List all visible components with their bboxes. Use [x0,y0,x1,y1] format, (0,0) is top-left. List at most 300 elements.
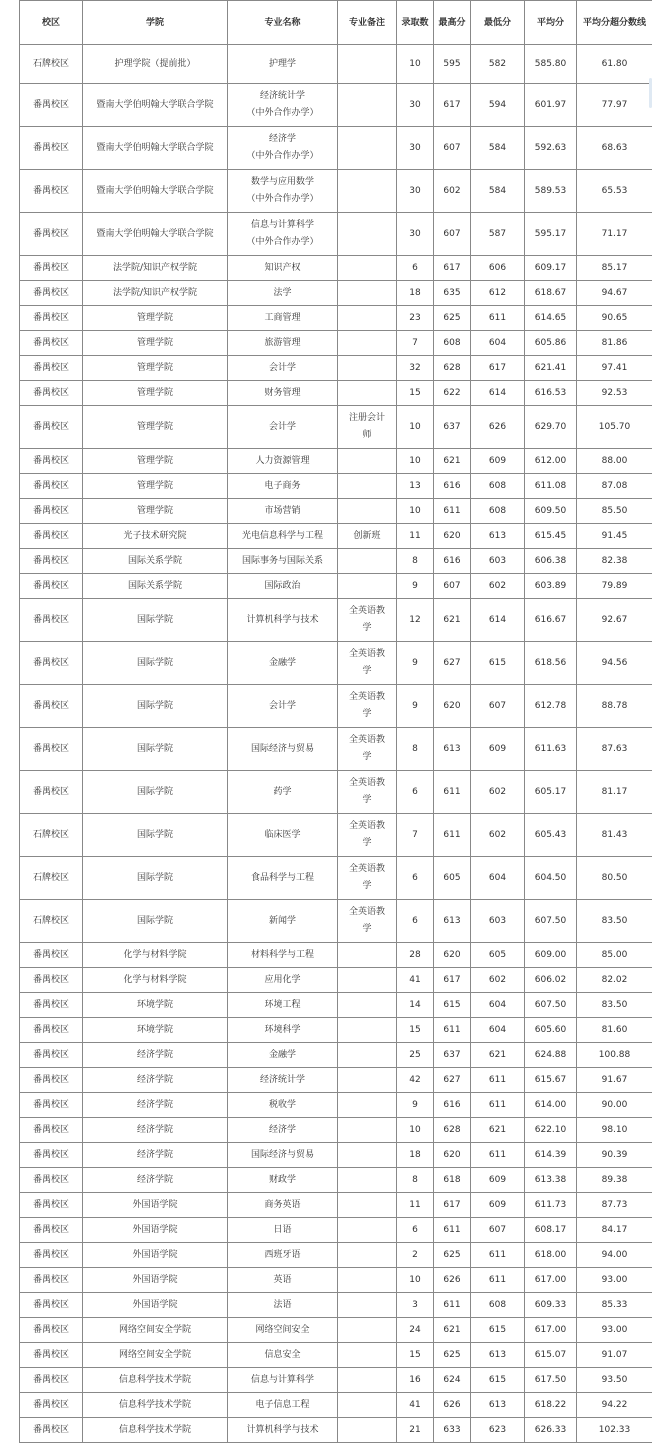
cell-note: 全英语教 学 [338,900,397,943]
cell-max: 611 [434,814,471,857]
cell-admitted: 11 [397,524,434,549]
cell-college: 国际学院 [83,857,228,900]
cell-over-line: 91.67 [577,1068,652,1093]
cell-min: 602 [471,968,525,993]
cell-max: 611 [434,1018,471,1043]
cell-max: 607 [434,213,471,256]
cell-note [338,1243,397,1268]
cell-max: 637 [434,406,471,449]
cell-over-line: 90.65 [577,306,652,331]
cell-avg: 613.38 [525,1168,577,1193]
cell-note [338,1068,397,1093]
table-row [20,685,652,728]
cell-note [338,1118,397,1143]
cell-max: 607 [434,127,471,170]
cell-campus: 石牌校区 [20,857,83,900]
cell-admitted: 18 [397,281,434,306]
cell-over-line: 87.63 [577,728,652,771]
cell-campus: 番禺校区 [20,281,83,306]
cell-campus: 番禺校区 [20,356,83,381]
cell-max: 624 [434,1368,471,1393]
cell-min: 613 [471,524,525,549]
cell-admitted: 11 [397,1193,434,1218]
cell-note [338,170,397,213]
cell-college: 经济学院 [83,1068,228,1093]
cell-admitted: 24 [397,1318,434,1343]
cell-admitted: 15 [397,1018,434,1043]
cell-campus: 石牌校区 [20,900,83,943]
header-max: 最高分 [434,1,471,45]
header-note: 专业备注 [338,1,397,45]
cell-over-line: 79.89 [577,574,652,599]
cell-over-line: 81.17 [577,771,652,814]
cell-note [338,45,397,84]
table-row [20,381,652,406]
cell-max: 617 [434,256,471,281]
cell-major: 商务英语 [228,1193,338,1218]
cell-college: 管理学院 [83,306,228,331]
table-row [20,306,652,331]
cell-max: 620 [434,685,471,728]
cell-max: 611 [434,499,471,524]
header-major: 专业名称 [228,1,338,45]
cell-over-line: 81.60 [577,1018,652,1043]
table-row [20,642,652,685]
cell-campus: 番禺校区 [20,968,83,993]
cell-min: 603 [471,549,525,574]
cell-major: 药学 [228,771,338,814]
table-row [20,406,652,449]
cell-min: 608 [471,1293,525,1318]
cell-campus: 番禺校区 [20,574,83,599]
cell-college: 经济学院 [83,1043,228,1068]
cell-note [338,1318,397,1343]
cell-campus: 番禺校区 [20,331,83,356]
cell-admitted: 13 [397,474,434,499]
cell-min: 608 [471,474,525,499]
cell-college: 国际学院 [83,900,228,943]
cell-note: 创新班 [338,524,397,549]
cell-min: 611 [471,1068,525,1093]
cell-max: 602 [434,170,471,213]
cell-major: 财务管理 [228,381,338,406]
cell-note: 注册会计 师 [338,406,397,449]
cell-campus: 番禺校区 [20,1218,83,1243]
cell-campus: 番禺校区 [20,1368,83,1393]
cell-min: 602 [471,771,525,814]
cell-note [338,574,397,599]
cell-admitted: 28 [397,943,434,968]
cell-over-line: 85.00 [577,943,652,968]
cell-max: 633 [434,1418,471,1443]
cell-admitted: 10 [397,1268,434,1293]
cell-max: 628 [434,1118,471,1143]
cell-avg: 615.67 [525,1068,577,1093]
cell-major: 电子信息工程 [228,1393,338,1418]
cell-college: 暨南大学伯明翰大学联合学院 [83,127,228,170]
cell-avg: 589.53 [525,170,577,213]
cell-major: 国际政治 [228,574,338,599]
cell-max: 626 [434,1393,471,1418]
cell-major: 经济统计学 [228,1068,338,1093]
cell-admitted: 6 [397,1218,434,1243]
cell-major: 国际经济与贸易 [228,728,338,771]
cell-admitted: 3 [397,1293,434,1318]
cell-admitted: 41 [397,1393,434,1418]
cell-campus: 番禺校区 [20,170,83,213]
cell-note [338,381,397,406]
cell-major: 国际经济与贸易 [228,1143,338,1168]
header-admitted: 录取数 [397,1,434,45]
table-row [20,943,652,968]
cell-college: 信息科学技术学院 [83,1393,228,1418]
cell-note [338,549,397,574]
cell-over-line: 90.39 [577,1143,652,1168]
cell-admitted: 30 [397,170,434,213]
cell-major: 会计学 [228,406,338,449]
cell-admitted: 6 [397,857,434,900]
cell-over-line: 81.86 [577,331,652,356]
cell-min: 621 [471,1118,525,1143]
cell-note: 全英语教 学 [338,642,397,685]
cell-min: 613 [471,1393,525,1418]
cell-campus: 番禺校区 [20,499,83,524]
cell-admitted: 10 [397,1118,434,1143]
table-row [20,1243,652,1268]
cell-over-line: 94.56 [577,642,652,685]
cell-note [338,1368,397,1393]
table-row [20,449,652,474]
cell-note [338,499,397,524]
cell-min: 604 [471,1018,525,1043]
cell-over-line: 102.33 [577,1418,652,1443]
cell-avg: 626.33 [525,1418,577,1443]
cell-campus: 番禺校区 [20,1168,83,1193]
cell-admitted: 8 [397,728,434,771]
cell-admitted: 30 [397,213,434,256]
cell-avg: 611.73 [525,1193,577,1218]
cell-max: 621 [434,449,471,474]
cell-over-line: 82.02 [577,968,652,993]
cell-campus: 番禺校区 [20,256,83,281]
cell-max: 621 [434,1318,471,1343]
cell-min: 615 [471,1318,525,1343]
cell-major: 应用化学 [228,968,338,993]
cell-over-line: 68.63 [577,127,652,170]
table-row [20,900,652,943]
cell-college: 国际学院 [83,685,228,728]
cell-avg: 615.07 [525,1343,577,1368]
cell-min: 604 [471,993,525,1018]
cell-avg: 605.60 [525,1018,577,1043]
cell-avg: 609.50 [525,499,577,524]
cell-major: 环境工程 [228,993,338,1018]
cell-max: 620 [434,524,471,549]
cell-college: 网络空间安全学院 [83,1343,228,1368]
cell-min: 611 [471,1143,525,1168]
cell-over-line: 94.00 [577,1243,652,1268]
cell-college: 外国语学院 [83,1268,228,1293]
cell-college: 环境学院 [83,1018,228,1043]
cell-major: 会计学 [228,685,338,728]
cell-admitted: 7 [397,814,434,857]
table-row [20,1168,652,1193]
cell-admitted: 15 [397,381,434,406]
cell-note [338,449,397,474]
cell-note [338,474,397,499]
table-row [20,1268,652,1293]
cell-admitted: 18 [397,1143,434,1168]
header-min: 最低分 [471,1,525,45]
table-row [20,1393,652,1418]
cell-major: 计算机科学与技术 [228,1418,338,1443]
cell-note [338,331,397,356]
cell-major: 信息与计算科学 （中外合作办学） [228,213,338,256]
cell-max: 616 [434,474,471,499]
cell-admitted: 15 [397,1343,434,1368]
cell-note [338,1218,397,1243]
cell-min: 605 [471,943,525,968]
cell-avg: 629.70 [525,406,577,449]
cell-college: 经济学院 [83,1118,228,1143]
cell-max: 617 [434,84,471,127]
cell-max: 607 [434,574,471,599]
cell-min: 603 [471,900,525,943]
cell-avg: 606.38 [525,549,577,574]
cell-college: 外国语学院 [83,1293,228,1318]
cell-avg: 621.41 [525,356,577,381]
cell-admitted: 16 [397,1368,434,1393]
table-row [20,127,652,170]
header-college: 学院 [83,1,228,45]
cell-avg: 612.78 [525,685,577,728]
cell-over-line: 61.80 [577,45,652,84]
table-row [20,1068,652,1093]
cell-over-line: 94.22 [577,1393,652,1418]
table-row [20,1293,652,1318]
cell-note: 全英语教 学 [338,814,397,857]
cell-avg: 604.50 [525,857,577,900]
cell-major: 西班牙语 [228,1243,338,1268]
cell-over-line: 100.88 [577,1043,652,1068]
cell-max: 626 [434,1268,471,1293]
table-row [20,1118,652,1143]
cell-college: 国际学院 [83,728,228,771]
cell-avg: 605.17 [525,771,577,814]
cell-note: 全英语教 学 [338,685,397,728]
cell-note [338,1343,397,1368]
cell-min: 615 [471,642,525,685]
cell-min: 602 [471,574,525,599]
cell-admitted: 9 [397,642,434,685]
cell-major: 数学与应用数学 （中外合作办学） [228,170,338,213]
cell-campus: 番禺校区 [20,1118,83,1143]
cell-min: 617 [471,356,525,381]
cell-min: 611 [471,1093,525,1118]
cell-min: 609 [471,728,525,771]
cell-avg: 614.39 [525,1143,577,1168]
cell-note [338,1193,397,1218]
cell-campus: 番禺校区 [20,1043,83,1068]
cell-avg: 609.33 [525,1293,577,1318]
table-row [20,599,652,642]
cell-college: 国际学院 [83,771,228,814]
cell-major: 材料科学与工程 [228,943,338,968]
cell-college: 环境学院 [83,993,228,1018]
cell-campus: 番禺校区 [20,449,83,474]
cell-min: 608 [471,499,525,524]
cell-over-line: 85.50 [577,499,652,524]
cell-min: 614 [471,599,525,642]
cell-major: 法学 [228,281,338,306]
cell-over-line: 94.67 [577,281,652,306]
cell-note [338,127,397,170]
cell-major: 食品科学与工程 [228,857,338,900]
cell-campus: 番禺校区 [20,406,83,449]
cell-avg: 615.45 [525,524,577,549]
cell-over-line: 89.38 [577,1168,652,1193]
cell-admitted: 21 [397,1418,434,1443]
cell-over-line: 93.00 [577,1318,652,1343]
cell-over-line: 83.50 [577,900,652,943]
header-avg: 平均分 [525,1,577,45]
cell-campus: 番禺校区 [20,84,83,127]
cell-min: 613 [471,1343,525,1368]
cell-admitted: 9 [397,1093,434,1118]
cell-major: 会计学 [228,356,338,381]
cell-max: 613 [434,900,471,943]
cell-campus: 番禺校区 [20,685,83,728]
cell-max: 620 [434,943,471,968]
cell-min: 584 [471,127,525,170]
cell-max: 611 [434,1293,471,1318]
cell-campus: 番禺校区 [20,1018,83,1043]
cell-note [338,1018,397,1043]
cell-note [338,1268,397,1293]
cell-avg: 607.50 [525,993,577,1018]
cell-avg: 608.17 [525,1218,577,1243]
table-row [20,84,652,127]
table-row [20,499,652,524]
cell-max: 618 [434,1168,471,1193]
cell-avg: 617.00 [525,1268,577,1293]
cell-over-line: 88.78 [577,685,652,728]
cell-max: 605 [434,857,471,900]
cell-over-line: 97.41 [577,356,652,381]
table-row [20,281,652,306]
cell-college: 外国语学院 [83,1218,228,1243]
cell-note [338,356,397,381]
header-campus: 校区 [20,1,83,45]
table-row [20,1343,652,1368]
cell-min: 623 [471,1418,525,1443]
cell-campus: 番禺校区 [20,549,83,574]
cell-college: 经济学院 [83,1168,228,1193]
cell-college: 信息科学技术学院 [83,1418,228,1443]
table-row [20,1193,652,1218]
cell-over-line: 90.00 [577,1093,652,1118]
cell-min: 609 [471,1168,525,1193]
cell-avg: 592.63 [525,127,577,170]
cell-note: 全英语教 学 [338,728,397,771]
cell-avg: 622.10 [525,1118,577,1143]
table-row [20,1018,652,1043]
cell-campus: 番禺校区 [20,306,83,331]
cell-college: 管理学院 [83,381,228,406]
cell-admitted: 23 [397,306,434,331]
cell-campus: 番禺校区 [20,1393,83,1418]
cell-max: 620 [434,1143,471,1168]
cell-avg: 612.00 [525,449,577,474]
table-body [20,45,652,1443]
cell-note [338,1293,397,1318]
cell-over-line: 88.00 [577,449,652,474]
cell-college: 国际学院 [83,599,228,642]
cell-note [338,1168,397,1193]
cell-major: 金融学 [228,1043,338,1068]
cell-admitted: 9 [397,574,434,599]
cell-campus: 番禺校区 [20,943,83,968]
cell-note [338,306,397,331]
cell-max: 615 [434,993,471,1018]
cell-major: 经济统计学 （中外合作办学） [228,84,338,127]
cell-min: 621 [471,1043,525,1068]
cell-min: 609 [471,1193,525,1218]
cell-admitted: 6 [397,771,434,814]
cell-min: 626 [471,406,525,449]
cell-campus: 番禺校区 [20,771,83,814]
cell-min: 607 [471,1218,525,1243]
cell-admitted: 2 [397,1243,434,1268]
cell-note: 全英语教 学 [338,599,397,642]
cell-max: 621 [434,599,471,642]
cell-note [338,256,397,281]
cell-campus: 番禺校区 [20,1143,83,1168]
cell-min: 604 [471,857,525,900]
table-row [20,170,652,213]
cell-major: 新闻学 [228,900,338,943]
cell-max: 627 [434,642,471,685]
cell-college: 国际关系学院 [83,549,228,574]
table-row [20,728,652,771]
cell-campus: 番禺校区 [20,599,83,642]
cell-over-line: 84.17 [577,1218,652,1243]
cell-over-line: 85.33 [577,1293,652,1318]
cell-campus: 番禺校区 [20,381,83,406]
cell-college: 法学院/知识产权学院 [83,256,228,281]
cell-avg: 618.00 [525,1243,577,1268]
cell-admitted: 25 [397,1043,434,1068]
table-row [20,1318,652,1343]
cell-note [338,84,397,127]
cell-min: 606 [471,256,525,281]
table-row [20,968,652,993]
cell-college: 经济学院 [83,1093,228,1118]
cell-avg: 618.56 [525,642,577,685]
cell-major: 护理学 [228,45,338,84]
cell-max: 622 [434,381,471,406]
cell-college: 光子技术研究院 [83,524,228,549]
cell-min: 611 [471,306,525,331]
cell-admitted: 30 [397,84,434,127]
cell-major: 经济学 （中外合作办学） [228,127,338,170]
table-row [20,814,652,857]
cell-major: 人力资源管理 [228,449,338,474]
cell-min: 612 [471,281,525,306]
cell-campus: 番禺校区 [20,993,83,1018]
cell-admitted: 8 [397,549,434,574]
table-row [20,574,652,599]
